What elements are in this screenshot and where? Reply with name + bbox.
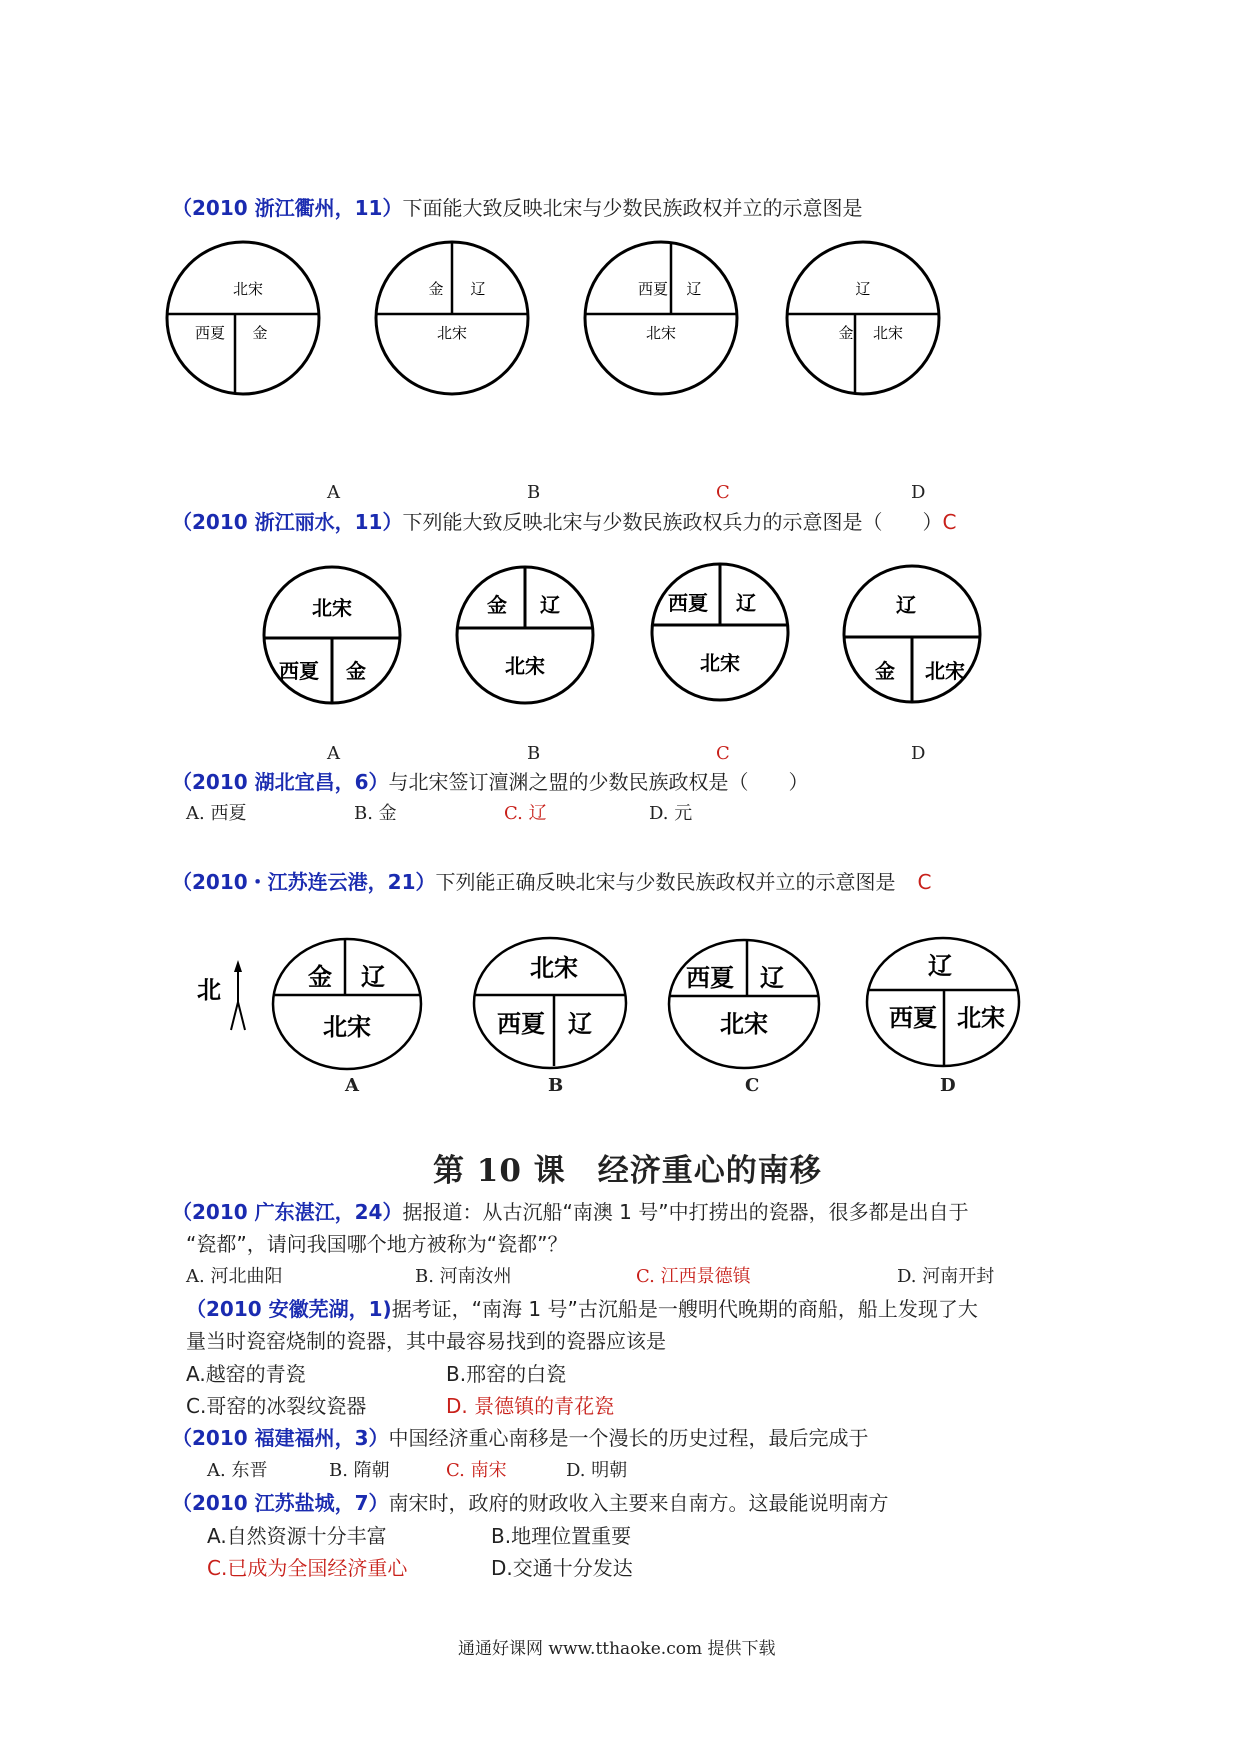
- q2-source: （2010 浙江丽水，11）: [172, 510, 403, 534]
- q1-question: [172, 194, 862, 222]
- q2-question: [172, 508, 956, 536]
- q1-a-label-left: 西夏: [194, 324, 226, 342]
- lesson-title: 第 10 课 经济重心的南移: [433, 1153, 822, 1189]
- q4-answer: C: [917, 870, 932, 894]
- q7-option-c: C. 南宋: [446, 1460, 507, 1481]
- q2-diagram-d: [844, 566, 980, 702]
- q2-d-label-top: 辽: [896, 593, 916, 617]
- q1-diagram-row: [160, 228, 960, 413]
- q8-option-c: C.已成为全国经济重心: [207, 1556, 408, 1580]
- q4-a-label-right: 辽: [361, 963, 385, 991]
- q6-question-line1: [186, 1295, 978, 1323]
- q2-b-label-bottom: 北宋: [505, 654, 545, 678]
- q1-option-a: A: [327, 482, 340, 503]
- north-label: 北: [197, 976, 221, 1004]
- q6-source: （2010 安徽芜湖，1): [186, 1297, 392, 1321]
- q7-question: [172, 1424, 869, 1452]
- q7-option-a: A. 东晋: [207, 1460, 268, 1481]
- q2-b-label-right: 辽: [540, 593, 560, 617]
- q4-option-c: C: [745, 1075, 760, 1096]
- q2-d-label-right: 北宋: [925, 659, 965, 683]
- q4-d-label-top: 辽: [928, 952, 952, 980]
- q2-c-label-left: 西夏: [668, 591, 708, 615]
- q4-option-b: B: [548, 1075, 564, 1096]
- q5-source: （2010 广东湛江，24）: [172, 1200, 403, 1224]
- q5-option-a: A. 河北曲阳: [186, 1266, 283, 1287]
- q1-text: 下面能大致反映北宋与少数民族政权并立的示意图是: [402, 196, 863, 220]
- q2-diagram-row: [250, 548, 1000, 723]
- q7-source: （2010 福建福州，3）: [172, 1426, 389, 1450]
- q4-text: 下列能正确反映北宋与少数民族政权并立的示意图是: [435, 870, 896, 894]
- q2-option-c: C: [716, 743, 730, 764]
- q4-a-label-left: 金: [308, 963, 332, 991]
- q2-answer: C: [942, 510, 957, 534]
- q2-b-label-left: 金: [487, 593, 507, 617]
- q2-a-label-right: 金: [346, 659, 366, 683]
- q4-c-label-left: 西夏: [686, 964, 734, 992]
- q1-a-label-right: 金: [252, 324, 268, 342]
- q8-option-d: D.交通十分发达: [491, 1556, 633, 1580]
- q1-diagram-a: [167, 242, 319, 394]
- q6-text-line2: 量当时瓷窑烧制的瓷器，其中最容易找到的瓷器应该是: [186, 1329, 666, 1353]
- q1-source: （2010 浙江衢州，11）: [172, 196, 403, 220]
- q5-option-d: D. 河南开封: [897, 1266, 995, 1287]
- q1-d-label-left: 金: [838, 324, 854, 342]
- q4-a-label-bottom: 北宋: [323, 1013, 371, 1041]
- q5-text-line2: “瓷都”，请问我国哪个地方被称为“瓷都”？: [186, 1232, 568, 1256]
- q2-diagram-c: [652, 564, 788, 700]
- q4-d-label-right: 北宋: [957, 1004, 1005, 1032]
- page-footer: 通通好课网 www.tthaoke.com 提供下载: [458, 1639, 776, 1659]
- q2-option-a: A: [327, 743, 340, 764]
- q1-option-b: B: [527, 482, 541, 503]
- q4-question: [172, 868, 931, 896]
- q4-diagram-d: [867, 938, 1019, 1066]
- q2-option-d: D: [911, 743, 926, 764]
- q3-option-a: A. 西夏: [186, 803, 247, 824]
- q8-question: [172, 1489, 889, 1517]
- q1-d-label-top: 辽: [855, 280, 871, 298]
- q4-b-label-left: 西夏: [497, 1010, 545, 1038]
- q3-text: 与北宋签订澶渊之盟的少数民族政权是（ ）: [388, 770, 809, 794]
- q1-b-label-bottom: 北宋: [436, 324, 468, 342]
- q6-option-a: A.越窑的青瓷: [186, 1362, 306, 1386]
- q7-option-d: D. 明朝: [566, 1460, 628, 1481]
- q3-option-c: C. 辽: [504, 803, 547, 824]
- q2-d-label-left: 金: [875, 659, 895, 683]
- q1-b-label-left: 金: [428, 280, 444, 298]
- q1-c-label-bottom: 北宋: [645, 324, 677, 342]
- q8-option-b: B.地理位置重要: [491, 1524, 632, 1548]
- q4-diagram-b: [474, 938, 626, 1068]
- q2-option-b: B: [527, 743, 541, 764]
- north-arrow-icon: [231, 960, 245, 1030]
- q3-question: [172, 768, 809, 796]
- q4-c-label-bottom: 北宋: [720, 1010, 768, 1038]
- q5-question-line1: [172, 1198, 969, 1226]
- q6-text-line1: 据考证，“南海 1 号”古沉船是一艘明代晚期的商船，船上发现了大: [391, 1297, 978, 1321]
- q4-diagram-c: [669, 940, 819, 1068]
- q8-option-a: A.自然资源十分丰富: [207, 1524, 387, 1548]
- q8-text: 南宋时，政府的财政收入主要来自南方。这最能说明南方: [388, 1491, 889, 1515]
- q8-source: （2010 江苏盐城，7）: [172, 1491, 389, 1515]
- q2-a-label-left: 西夏: [279, 659, 319, 683]
- q2-diagram-b: [457, 567, 593, 703]
- q1-d-label-right: 北宋: [872, 324, 904, 342]
- q1-diagram-d: [787, 242, 939, 394]
- q2-text: 下列能大致反映北宋与少数民族政权兵力的示意图是（ ）: [402, 510, 943, 534]
- q4-b-label-top: 北宋: [530, 954, 578, 982]
- q1-diagram-b: [376, 242, 528, 394]
- q5-option-b: B. 河南汝州: [415, 1266, 512, 1287]
- q1-diagram-c: [585, 242, 737, 394]
- q6-option-c: C.哥窑的冰裂纹瓷器: [186, 1394, 367, 1418]
- q2-diagram-a: [264, 567, 400, 703]
- q1-b-label-right: 辽: [470, 280, 486, 298]
- q5-text-line1: 据报道：从古沉船“南澳 1 号”中打捞出的瓷器，很多都是出自于: [402, 1200, 969, 1224]
- q7-text: 中国经济重心南移是一个漫长的历史过程，最后完成于: [388, 1426, 869, 1450]
- q6-option-b: B.邢窑的白瓷: [446, 1362, 567, 1386]
- q4-option-a: A: [345, 1075, 359, 1096]
- q2-a-label-top: 北宋: [312, 596, 352, 620]
- q4-source: （2010・江苏连云港，21）: [172, 870, 436, 894]
- q1-option-c: C: [716, 482, 730, 503]
- q4-diagram-a: [273, 939, 421, 1069]
- q3-option-d: D. 元: [649, 803, 693, 824]
- q1-a-label-top: 北宋: [232, 280, 264, 298]
- q4-d-label-left: 西夏: [889, 1004, 937, 1032]
- q1-c-label-left: 西夏: [637, 280, 669, 298]
- q2-c-label-bottom: 北宋: [700, 651, 740, 675]
- q5-option-c: C. 江西景德镇: [636, 1266, 751, 1287]
- q4-b-label-right: 辽: [568, 1010, 592, 1038]
- q3-source: （2010 湖北宜昌，6）: [172, 770, 389, 794]
- q6-option-d: D. 景德镇的青花瓷: [446, 1394, 615, 1418]
- q2-c-label-right: 辽: [736, 591, 756, 615]
- q4-diagram-row: [190, 930, 1040, 1090]
- q4-option-d: D: [940, 1075, 956, 1096]
- q1-c-label-right: 辽: [686, 280, 702, 298]
- q4-c-label-right: 辽: [760, 964, 784, 992]
- q3-option-b: B. 金: [354, 803, 397, 824]
- q7-option-b: B. 隋朝: [329, 1460, 390, 1481]
- q1-option-d: D: [911, 482, 926, 503]
